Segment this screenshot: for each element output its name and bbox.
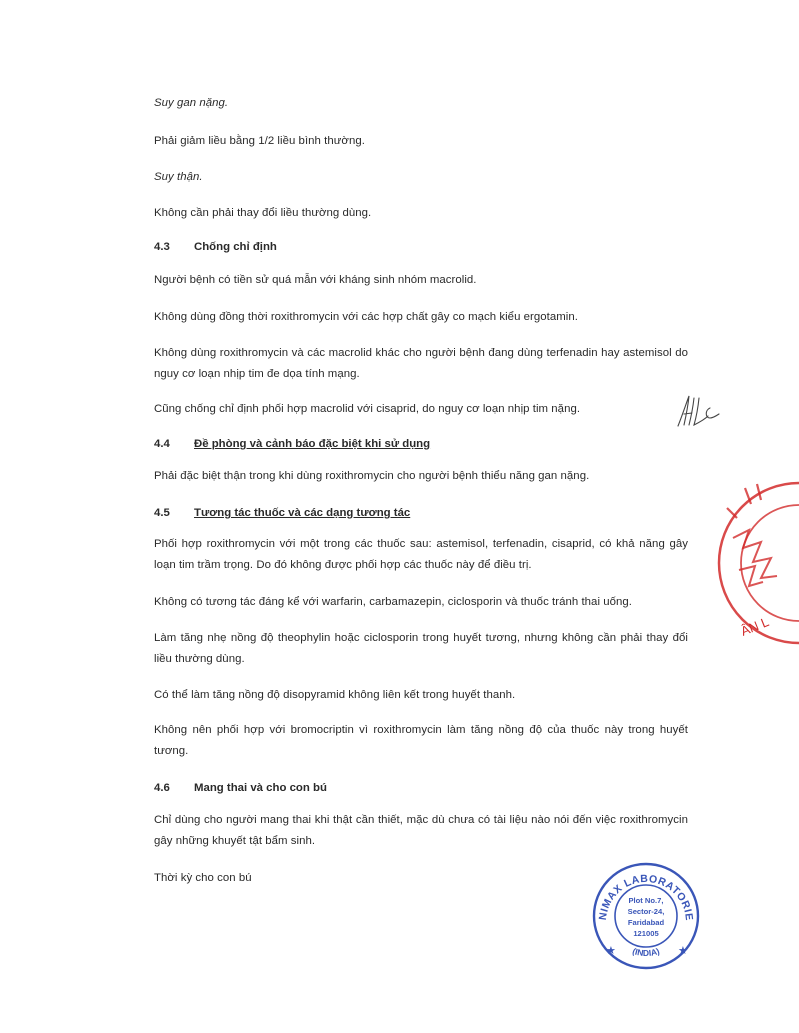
paragraph-no-dose-change: Không cần phải thay đổi liều thường dùng. — [154, 207, 372, 219]
section-number: 4.3 — [154, 241, 170, 253]
section-title: Đề phòng và cảnh báo đặc biệt khi sử dụng — [194, 438, 431, 450]
paragraph-interaction-arrhythmia: Phối hợp roxithromycin với một trong các thuốc sau: astemisol, terfenadin, cisaprid, có khả năng gây loạn tim trầm trọng. Do đó không được phối hợp các thuốc này để điều trị. — [154, 538, 688, 571]
section-number: 4.6 — [154, 782, 170, 794]
stamp-line-1: Plot No.7, — [628, 896, 664, 905]
paragraph-theophylline: Làm tăng nhẹ nồng độ theophylin hoặc ciclosporin trong huyết tương, nhưng không cần phải thay đổi liều thường dùng. — [154, 632, 688, 665]
stamp-line-4: 121005 — [633, 929, 659, 938]
paragraph-renal-failure: Suy thận. — [154, 171, 203, 183]
red-seal-text: ÂN L — [738, 614, 771, 639]
paragraph-ergotamine: Không dùng đồng thời roxithromycin với các hợp chất gây co mạch kiểu ergotamin. — [154, 311, 578, 323]
star-icon: ★ — [678, 945, 688, 957]
section-number: 4.5 — [154, 507, 170, 519]
paragraph-bromocriptine: Không nên phối hợp với bromocriptin vì roxithromycin làm tăng nồng độ của thuốc này trong huyết tương. — [154, 724, 688, 757]
section-number: 4.4 — [154, 438, 170, 450]
paragraph-severe-liver-failure: Suy gan nặng. — [154, 97, 229, 109]
svg-text:(INDIA) — [631, 946, 661, 958]
paragraph-no-significant-interaction: Không có tương tác đáng kể với warfarin, carbamazepin, ciclosporin và thuốc tránh thai uống. — [154, 596, 632, 608]
paragraph-liver-caution: Phải đặc biệt thận trong khi dùng roxithromycin cho người bệnh thiểu năng gan nặng. — [154, 470, 590, 482]
section-title: Tương tác thuốc và các dạng tương tác — [194, 507, 411, 519]
stamp-line-2: Sector-24, — [627, 907, 665, 916]
stamp-bottom-text: (INDIA) — [631, 945, 661, 958]
paragraph-halve-dose: Phải giảm liều bằng 1/2 liều bình thường. — [154, 135, 365, 147]
paragraph-disopyramide: Có thể làm tăng nồng độ disopyramid không liên kết trong huyết thanh. — [154, 689, 516, 701]
handwritten-signature — [672, 392, 724, 432]
paragraph-cisapride: Cũng chống chỉ định phối hợp macrolid với cisaprid, do nguy cơ loạn nhịp tim nặng. — [154, 403, 581, 415]
paragraph-breastfeeding: Thời kỳ cho con bú — [154, 872, 252, 884]
stamp-line-3: Faridabad — [627, 918, 665, 927]
star-icon: ★ — [606, 945, 616, 957]
paragraph-pregnancy: Chỉ dùng cho người mang thai khi thật cần thiết, mặc dù chưa có tài liệu nào nói đến việc roxithromycin gây những khuyết tật bẩm sinh. — [154, 814, 688, 847]
stamp-ring-text: NIMAX LABORATORIE — [596, 872, 696, 922]
red-seal — [703, 478, 799, 648]
paragraph-terfenadine: Không dùng roxithromycin và các macrolid khác cho người bệnh đang dùng terfenadin hay astemisol do nguy cơ loạn nhịp tim đe dọa tính mạng. — [154, 347, 688, 380]
company-stamp — [592, 862, 700, 970]
section-title: Chống chỉ định — [194, 241, 277, 253]
paragraph-hypersensitivity: Người bệnh có tiền sử quá mẫn với kháng sinh nhóm macrolid. — [154, 274, 477, 286]
section-title: Mang thai và cho con bú — [194, 782, 327, 794]
